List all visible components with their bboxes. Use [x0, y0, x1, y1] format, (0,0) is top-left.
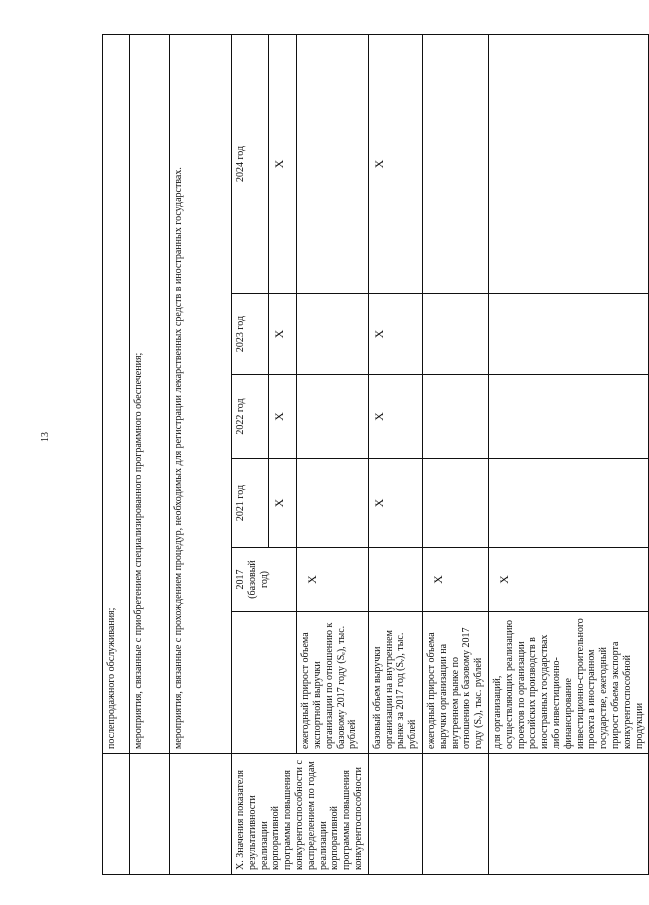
metric-label: для организаций, осуществляющих реализацию проектов по организации российских производств в иностранных государствах либо инвестиционно-финансирование инвестиционно-строительного проекта в иностранном государстве, ежегодный прирост объема экспорта конкурентоспособной продукции [488, 612, 648, 754]
empty-cell [297, 459, 369, 548]
table-row [103, 34, 130, 874]
table-row [232, 34, 269, 874]
mark-cell: X [368, 34, 422, 293]
empty-cell [297, 375, 369, 459]
left-cell-empty [170, 754, 232, 875]
mark-cell: X [488, 548, 648, 612]
table-row [297, 34, 369, 874]
metric-label: ежегодный прирост объема экспортной выручки организации по отношению к базовому 2017 году (Sₑ), тыс. рублей [297, 612, 369, 754]
program-table [102, 34, 649, 875]
mark-cell: X [268, 375, 296, 459]
year-header-2022: 2022 год [232, 375, 269, 459]
empty-cell [422, 459, 488, 548]
metric-label: базовый объем выручки организации на внутреннем рынке за 2017 год (Sᵥ), тыс. рублей [368, 612, 422, 754]
mark-cell: X [368, 459, 422, 548]
mark-cell: X [422, 548, 488, 612]
table-row [170, 34, 232, 874]
year-header-2017: 2017 (базовый год) [232, 548, 297, 612]
empty-cell [488, 375, 648, 459]
left-cell-empty [368, 754, 422, 875]
header-empty-cell [232, 612, 297, 754]
empty-cell [422, 34, 488, 293]
mark-cell: X [297, 548, 369, 612]
activity-cell: послепродажного обслуживания; [103, 34, 130, 753]
activity-cell: мероприятия, связанные с прохождением процедур, необходимых для регистрации лекарственных средств в иностранных государствах. [170, 34, 232, 753]
mark-cell: X [268, 294, 296, 375]
empty-cell [297, 34, 369, 293]
year-header-2021: 2021 год [232, 459, 269, 548]
table-row [488, 34, 648, 874]
year-header-2023: 2023 год [232, 294, 269, 375]
table-row [368, 34, 422, 874]
empty-cell [297, 294, 369, 375]
table-row [422, 34, 488, 874]
rotated-table-container [102, 35, 645, 875]
empty-cell [422, 375, 488, 459]
empty-cell [488, 294, 648, 375]
metric-label: ежегодный прирост объема выручки организации на внутреннем рынке по отношению к базовому 2017 году (Sᵥ), тыс. рублей [422, 612, 488, 754]
mark-cell: X [268, 459, 296, 548]
empty-cell [368, 548, 422, 612]
mark-cell: X [268, 34, 296, 293]
mark-cell: X [368, 375, 422, 459]
left-cell-empty [422, 754, 488, 875]
empty-cell [488, 34, 648, 293]
mark-cell: X [368, 294, 422, 375]
section-x-title: X. Значения показателя результативности реализации корпоративной программы повышения конкурентоспособности с распределением по годам реализации корпоративной программы повышения конкурентоспособности [232, 754, 369, 875]
left-cell-empty [130, 754, 170, 875]
activity-cell: мероприятия, связанные с приобретением специализированного программного обеспечения; [130, 34, 170, 753]
empty-cell [488, 459, 648, 548]
table-row [130, 34, 170, 874]
empty-cell [422, 294, 488, 375]
year-header-2024: 2024 год [232, 34, 269, 293]
page-number: 13 [40, 432, 51, 442]
left-cell-empty [103, 754, 130, 875]
left-cell-empty [488, 754, 648, 875]
